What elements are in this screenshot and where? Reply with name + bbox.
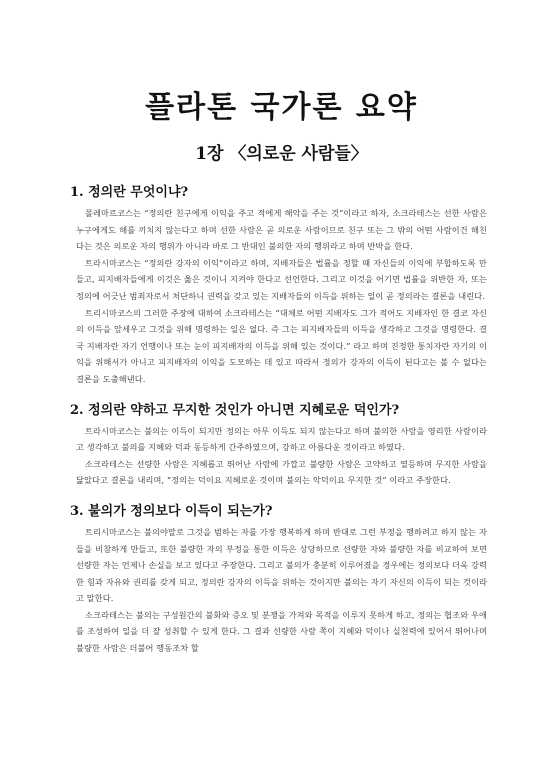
section-2 (70, 402, 487, 489)
section-3 (70, 503, 487, 657)
section-heading: 1. 정의란 무엇이냐? (70, 185, 189, 200)
chapter-heading: 1장 〈의로운 사람들〉 (195, 144, 368, 164)
paragraph: 트리시마코스는 불의야말로 그것을 범하는 자를 가장 행복하게 하며 반대로 그런 부정을 행하려고 하지 않는 자들을 비참하게 만들고, 또한 불량한 자의 부정을 통한 이득은 상당하므로 선량한 자와 불량한 자를 비교하여 보면 선량한 자는 언제나 손실을 보고 있다고 주장한다. 그리고 불의가 충분히 이루어졌을 경우에는 정의보다 더욱 강력한 힘과 자유와 권리를 갖게 되고, 정의란 강자의 이득을 위하는 것이지만 불의는 자기 자신의 이득이 되는 것이라고 말한다. (76, 526, 487, 604)
section-heading: 2. 정의란 약하고 무지한 것인가 아니면 지혜로운 덕인가? (70, 402, 400, 418)
paragraph: 소크라테스는 선량한 사람은 지혜롭고 뛰어난 사람에 가깝고 불량한 사람은 고약하고 열등하며 무지한 사람을 닮았다고 결론을 내리며, “정의는 덕이요 지혜로운 것이며 불의는 악덕이요 무지한 것” 이라고 주장한다. (76, 458, 487, 486)
document-title: 플라톤 국가론 요약 (145, 90, 418, 125)
section-heading: 3. 불의가 정의보다 이득이 되는가? (70, 503, 273, 519)
paragraph: 트라시마코스는 불의는 이득이 되지만 정의는 아무 이득도 되지 않는다고 하며 불의한 사람을 영리한 사람이라고 생각하고 불의를 지혜와 덕과 동등하게 간주하였으며, 강하고 아름다운 것이라고 하였다. (76, 425, 487, 453)
section-1 (70, 184, 487, 388)
paragraph: 트리시마코스의 그러한 주장에 대하여 소크라테스는 “대체로 어떤 지배자도 그가 적어도 지배자인 한 결코 자신의 이득을 앞세우고 그것을 위해 명령하는 일은 없다. 즉 그는 피지배자들의 이득을 생각하고 그것을 명령한다. 결국 지배자란 자기 언행이나 또는 눈이 피지배자의 이득을 위해 있는 것이다.” 라고 하며 진정한 통치자란 자기의 이익을 위해서가 아니고 피지배자의 이익을 도모하는 데 있고 따라서 정의가 강자의 이득이 된다고는 볼 수 없다는 결론을 도출해낸다. (76, 307, 487, 384)
paragraph: 소크라테스는 불의는 구성원간의 불화와 증오 및 분쟁을 가져와 목적을 이루지 못하게 하고, 정의는 협조와 우애를 조성하여 일을 더 잘 성취할 수 있게 한다. 그 결과 선량한 사람 쪽이 지혜와 덕이나 실천력에 있어서 뛰어나며 불량한 사람은 더불어 행동조차 할 (76, 609, 487, 654)
paragraph: 트라시마코스는 “정의란 강자의 이익”이라고 하며, 지배자들은 법률을 정할 때 자신들의 이익에 부합하도록 만들고, 피지배자들에게 이것은 옳은 것이니 지켜야 한다고 선언한다. 그리고 이것을 어기면 법률을 위반한 자, 또는 정의에 어긋난 범죄자로서 처단하니 권력을 갖고 있는 지배자들의 이득을 위하는 일이 곧 정의라는 결론을 내린다. (76, 257, 487, 301)
paragraph: 폴레마르코스는 “정의란 친구에게 이익을 주고 적에게 해악을 주는 것”이라고 하자, 소크라테스는 선한 사람은 누구에게도 해를 끼치지 않는다고 하며 선한 사람은 곧 의로운 사람이므로 친구 또는 그 밖의 어떤 사람이건 해친다는 것은 의로운 자의 행위가 아니라 바로 그 반대인 불의한 자의 행위라고 하며 반박을 한다. (76, 208, 487, 252)
